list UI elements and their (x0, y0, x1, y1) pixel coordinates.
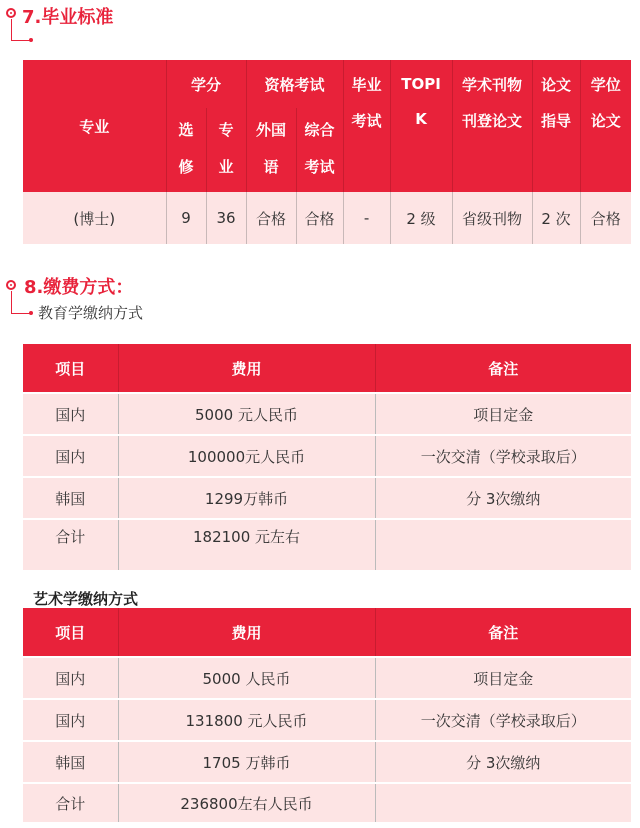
cell: 一次交清（学校录取后） (375, 435, 631, 477)
cell: - (343, 192, 390, 244)
cell: (博士) (23, 192, 166, 244)
section-marker-icon (6, 280, 16, 290)
header-thesis-advisor-2: 指导 (532, 108, 580, 192)
table-row (23, 435, 631, 477)
header-item: 项目 (23, 344, 118, 393)
art-fee-table (23, 608, 631, 822)
table-row (23, 519, 631, 570)
table-row (23, 192, 631, 244)
cell: 1299万韩币 (118, 477, 375, 519)
cell: 36 (206, 192, 246, 244)
section-8-title: 8.缴费方式： (24, 277, 134, 298)
cell: 合计 (23, 519, 118, 570)
cell: 项目定金 (375, 393, 631, 435)
header-foreign-lang-2: 语 (246, 150, 296, 192)
education-fee-table (23, 344, 631, 570)
header-journal-2: 刊登论文 (452, 108, 532, 192)
header-topik: TOPI (390, 60, 452, 108)
cell (375, 783, 631, 822)
header-fee: 费用 (118, 344, 375, 393)
header-item: 项目 (23, 608, 118, 657)
header-degree-thesis-2: 论文 (580, 108, 631, 192)
cell: 9 (166, 192, 206, 244)
cell: 项目定金 (375, 657, 631, 699)
header-topik-2: K (390, 108, 452, 192)
cell: 236800左右人民币 (118, 783, 375, 822)
table-row (23, 477, 631, 519)
header-major-credit: 专 (206, 108, 246, 150)
header-fee: 费用 (118, 608, 375, 657)
section-7-title: 7.毕业标准 (22, 7, 114, 28)
header-degree-thesis: 学位 (580, 60, 631, 108)
header-grad-exam-2: 考试 (343, 108, 390, 192)
header-thesis-advisor: 论文 (532, 60, 580, 108)
header-elective-2: 修 (166, 150, 206, 192)
cell: 分 3次缴纳 (375, 741, 631, 783)
bracket-line (11, 19, 30, 41)
cell: 国内 (23, 699, 118, 741)
header-foreign-lang: 外国 (246, 108, 296, 150)
section-marker-icon (6, 8, 16, 18)
header-comprehensive-2: 考试 (296, 150, 343, 192)
cell: 182100 元左右 (118, 519, 375, 570)
header-remark: 备注 (375, 608, 631, 657)
bullet-dot (29, 38, 33, 42)
cell: 2 次 (532, 192, 580, 244)
cell: 国内 (23, 435, 118, 477)
header-major: 专业 (23, 60, 166, 192)
bracket-line (11, 291, 30, 314)
table-row (23, 393, 631, 435)
header-journal: 学术刊物 (452, 60, 532, 108)
table-row (23, 699, 631, 741)
cell (375, 519, 631, 570)
cell: 一次交清（学校录取后） (375, 699, 631, 741)
cell: 省级刊物 (452, 192, 532, 244)
header-grad-exam: 毕业 (343, 60, 390, 108)
cell: 韩国 (23, 477, 118, 519)
cell: 国内 (23, 393, 118, 435)
header-qualification-exam: 资格考试 (246, 60, 343, 108)
header-major-credit-2: 业 (206, 150, 246, 192)
cell: 合格 (296, 192, 343, 244)
graduation-requirements-table (23, 60, 631, 244)
cell: 国内 (23, 657, 118, 699)
header-comprehensive: 综合 (296, 108, 343, 150)
bullet-dot (29, 311, 33, 315)
header-credits: 学分 (166, 60, 246, 108)
cell: 韩国 (23, 741, 118, 783)
cell: 合格 (580, 192, 631, 244)
cell: 合格 (246, 192, 296, 244)
cell: 131800 元人民币 (118, 699, 375, 741)
cell: 5000 人民币 (118, 657, 375, 699)
cell: 2 级 (390, 192, 452, 244)
education-payment-subtitle: 教育学缴纳方式 (38, 304, 144, 322)
table-row (23, 657, 631, 699)
art-payment-title: 艺术学缴纳方式 (33, 590, 139, 608)
header-remark: 备注 (375, 344, 631, 393)
table-row (23, 741, 631, 783)
header-elective: 选 (166, 108, 206, 150)
cell: 合计 (23, 783, 118, 822)
cell: 100000元人民币 (118, 435, 375, 477)
cell: 分 3次缴纳 (375, 477, 631, 519)
table-row (23, 783, 631, 822)
cell: 5000 元人民币 (118, 393, 375, 435)
cell: 1705 万韩币 (118, 741, 375, 783)
